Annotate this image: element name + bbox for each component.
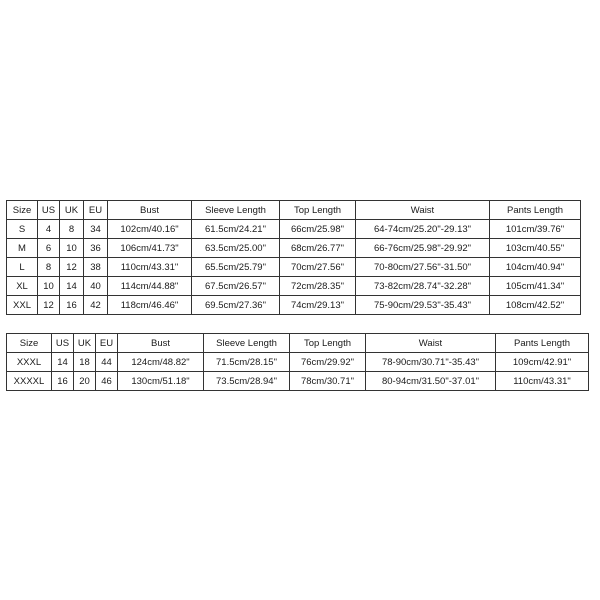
cell-eu: 42: [84, 296, 108, 315]
cell-bust: 124cm/48.82": [118, 353, 204, 372]
table-row: [7, 353, 589, 372]
cell-top-length: 66cm/25.98": [280, 220, 356, 239]
header-bust: Bust: [118, 334, 204, 353]
header-pants-length: Pants Length: [490, 201, 581, 220]
header-sleeve-length: Sleeve Length: [192, 201, 280, 220]
cell-size: XXL: [7, 296, 38, 315]
cell-sleeve-length: 65.5cm/25.79": [192, 258, 280, 277]
cell-pants-length: 103cm/40.55": [490, 239, 581, 258]
header-bust: Bust: [108, 201, 192, 220]
cell-pants-length: 101cm/39.76": [490, 220, 581, 239]
header-size: Size: [7, 201, 38, 220]
cell-eu: 46: [96, 372, 118, 391]
cell-waist: 78-90cm/30.71"-35.43": [366, 353, 496, 372]
table-header-row: [7, 201, 581, 220]
cell-sleeve-length: 61.5cm/24.21": [192, 220, 280, 239]
cell-us: 16: [52, 372, 74, 391]
cell-top-length: 74cm/29.13": [280, 296, 356, 315]
cell-sleeve-length: 73.5cm/28.94": [204, 372, 290, 391]
table-row: [7, 277, 581, 296]
cell-size: M: [7, 239, 38, 258]
cell-top-length: 68cm/26.77": [280, 239, 356, 258]
cell-top-length: 72cm/28.35": [280, 277, 356, 296]
cell-waist: 70-80cm/27.56"-31.50": [356, 258, 490, 277]
header-waist: Waist: [366, 334, 496, 353]
cell-top-length: 78cm/30.71": [290, 372, 366, 391]
cell-us: 12: [38, 296, 60, 315]
header-top-length: Top Length: [280, 201, 356, 220]
cell-size: XL: [7, 277, 38, 296]
header-eu: EU: [84, 201, 108, 220]
cell-pants-length: 109cm/42.91": [496, 353, 589, 372]
cell-top-length: 70cm/27.56": [280, 258, 356, 277]
cell-size: L: [7, 258, 38, 277]
cell-uk: 20: [74, 372, 96, 391]
cell-bust: 114cm/44.88": [108, 277, 192, 296]
header-us: US: [52, 334, 74, 353]
cell-uk: 16: [60, 296, 84, 315]
size-chart-table-main: [6, 200, 581, 315]
cell-uk: 10: [60, 239, 84, 258]
cell-size: XXXL: [7, 353, 52, 372]
cell-pants-length: 105cm/41.34": [490, 277, 581, 296]
cell-us: 4: [38, 220, 60, 239]
cell-uk: 18: [74, 353, 96, 372]
cell-us: 6: [38, 239, 60, 258]
cell-waist: 64-74cm/25.20"-29.13": [356, 220, 490, 239]
table-row: [7, 296, 581, 315]
header-sleeve-length: Sleeve Length: [204, 334, 290, 353]
header-waist: Waist: [356, 201, 490, 220]
cell-waist: 75-90cm/29.53"-35.43": [356, 296, 490, 315]
cell-uk: 14: [60, 277, 84, 296]
cell-eu: 38: [84, 258, 108, 277]
cell-size: XXXXL: [7, 372, 52, 391]
cell-bust: 110cm/43.31": [108, 258, 192, 277]
cell-bust: 130cm/51.18": [118, 372, 204, 391]
cell-pants-length: 108cm/42.52": [490, 296, 581, 315]
cell-bust: 106cm/41.73": [108, 239, 192, 258]
cell-sleeve-length: 67.5cm/26.57": [192, 277, 280, 296]
cell-us: 8: [38, 258, 60, 277]
cell-us: 10: [38, 277, 60, 296]
cell-eu: 36: [84, 239, 108, 258]
table-row: [7, 372, 589, 391]
cell-pants-length: 110cm/43.31": [496, 372, 589, 391]
cell-waist: 66-76cm/25.98"-29.92": [356, 239, 490, 258]
cell-top-length: 76cm/29.92": [290, 353, 366, 372]
header-top-length: Top Length: [290, 334, 366, 353]
cell-eu: 44: [96, 353, 118, 372]
cell-bust: 118cm/46.46": [108, 296, 192, 315]
cell-waist: 80-94cm/31.50"-37.01": [366, 372, 496, 391]
cell-pants-length: 104cm/40.94": [490, 258, 581, 277]
table-row: [7, 220, 581, 239]
cell-eu: 34: [84, 220, 108, 239]
cell-uk: 12: [60, 258, 84, 277]
cell-sleeve-length: 63.5cm/25.00": [192, 239, 280, 258]
table-row: [7, 258, 581, 277]
header-uk: UK: [74, 334, 96, 353]
header-size: Size: [7, 334, 52, 353]
header-uk: UK: [60, 201, 84, 220]
cell-sleeve-length: 71.5cm/28.15": [204, 353, 290, 372]
cell-eu: 40: [84, 277, 108, 296]
size-chart-table-plus: [6, 333, 589, 391]
cell-size: S: [7, 220, 38, 239]
cell-sleeve-length: 69.5cm/27.36": [192, 296, 280, 315]
header-pants-length: Pants Length: [496, 334, 589, 353]
cell-uk: 8: [60, 220, 84, 239]
table-row: [7, 239, 581, 258]
header-us: US: [38, 201, 60, 220]
cell-waist: 73-82cm/28.74"-32.28": [356, 277, 490, 296]
table-header-row: [7, 334, 589, 353]
cell-bust: 102cm/40.16": [108, 220, 192, 239]
cell-us: 14: [52, 353, 74, 372]
header-eu: EU: [96, 334, 118, 353]
